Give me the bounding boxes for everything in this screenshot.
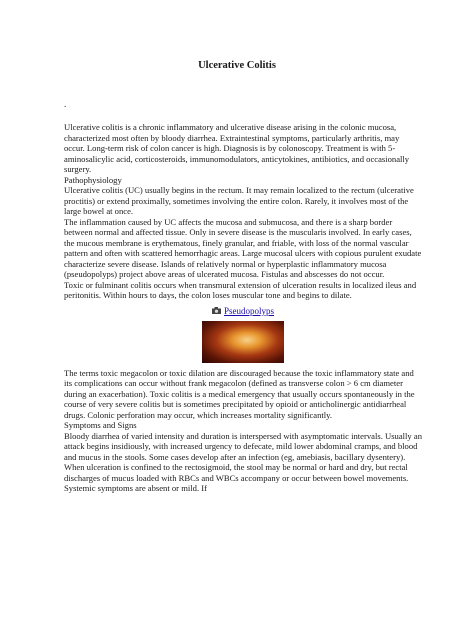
camera-icon	[212, 307, 221, 314]
paragraph-origin: Ulcerative colitis (UC) usually begins in the rectum. It may remain localized to the rectum (ulcerative proctitis) or extend proximally, sometimes involving the entire colon. Rarely, it involves most of the large bowel at once.	[64, 185, 414, 216]
paragraph-intro: Ulcerative colitis is a chronic inflammatory and ulcerative disease arising in the colonic mucosa, characterized most often by bloody diarrhea. Extraintestinal symptoms, particularly arthritis, may occur. Long-term risk of colon cancer is high. Diagnosis is by colonoscopy. Treatment is with 5-aminosalicylic acid, corticosteroids, immunomodulators, anticytokines, antibiotics, and occasionally surgery.	[64, 122, 410, 174]
page-title: Ulcerative Colitis	[198, 60, 276, 71]
paragraph-inflammation: The inflammation caused by UC affects the mucosa and submucosa, and there is a sharp border between normal and affected tissue. Only in severe disease is the muscularis involved. In early cases, the mucous membrane is erythematous, finely granular, and friable, with loss of the normal vascular pattern and often with scattered hemorrhagic areas. Large mucosal ulcers with copious purulent exudate characterize severe disease. Islands of relatively normal or hyperplastic inflammatory mucosa (pseudopolyps) project above areas of ulcerated mucosa. Fistulas and abscesses do not occur.	[64, 216, 422, 279]
section-heading-symptoms: Symptoms and Signs	[64, 420, 137, 431]
paragraph-toxic-colitis: Toxic or fulminant colitis occurs when transmural extension of ulceration results in localized ileus and peritonitis. Within hours to days, the colon loses muscular tone and begins to dilate.	[64, 279, 417, 300]
section-heading-pathophysiology: Pathophysiology	[64, 174, 122, 185]
figure-pseudopolyps	[64, 306, 422, 363]
pseudopolyps-link[interactable]: Pseudopolyps	[223, 305, 274, 316]
document-body	[64, 122, 422, 494]
paragraph-rectosigmoid: When ulceration is confined to the rectosigmoid, the stool may be normal or hard and dry, but rectal discharges of mucus loaded with RBCs and WBCs accompany or occur between bowel movements. Systemic symptoms are absent or mild. If	[64, 462, 409, 494]
endoscopy-image	[202, 321, 284, 363]
figure-link-row	[212, 306, 274, 317]
paragraph-megacolon: The terms toxic megacolon or toxic dilation are discouraged because the toxic inflammatory state and its complications can occur without frank megacolon (defined as transverse colon > 6 cm diameter during an exacerbation). Toxic colitis is a medical emergency that usually occurs spontaneously in the course of very severe colitis but is sometimes precipitated by opioid or anticholinergic antidiarrheal drugs. Colonic perforation may occur, which increases mortality significantly.	[64, 367, 415, 420]
paragraph-bloody-diarrhea: Bloody diarrhea of varied intensity and duration is interspersed with asymptomatic intervals. Usually an attack begins insidiously, with increased urgency to defecate, mild lower abdominal cramps, and blood and mucus in the stools. Some cases develop after an infection (eg, amebiasis, bacillary dysentery).	[64, 430, 422, 462]
bullet-marker: .	[64, 99, 67, 109]
